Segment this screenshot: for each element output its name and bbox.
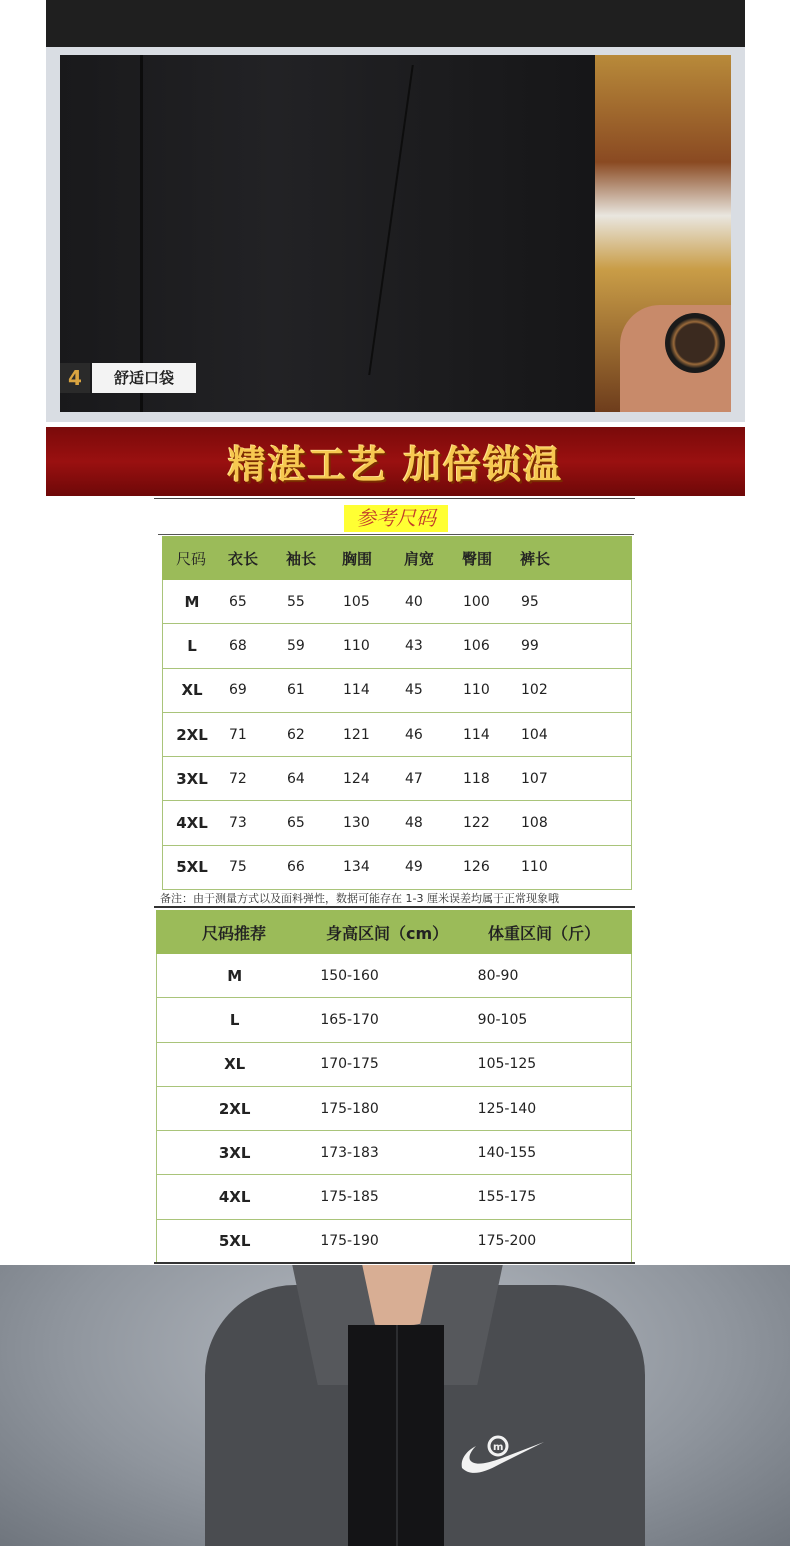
header-cell: 体重区间（斤） bbox=[488, 923, 601, 943]
table-row bbox=[162, 669, 632, 713]
table-cell: 155-175 bbox=[477, 1189, 537, 1206]
table-cell: 108 bbox=[521, 815, 548, 832]
table-cell: 173-183 bbox=[320, 1144, 379, 1161]
table-cell: 165-170 bbox=[320, 1011, 379, 1028]
table-cell: 68 bbox=[229, 637, 247, 654]
caption-text: 舒适口袋 bbox=[92, 363, 196, 393]
brand-logo-icon bbox=[460, 1430, 546, 1480]
table-cell: 69 bbox=[229, 682, 247, 699]
table-cell: 59 bbox=[287, 637, 305, 654]
table-cell: 75 bbox=[229, 859, 247, 876]
table-row bbox=[156, 1087, 632, 1131]
size-cell: 3XL bbox=[176, 769, 208, 788]
table-cell: 73 bbox=[229, 815, 247, 832]
title-underline bbox=[158, 534, 634, 535]
size-cell: L bbox=[229, 1010, 240, 1029]
table-cell: 62 bbox=[287, 726, 305, 743]
table-cell: 126 bbox=[463, 859, 490, 876]
table-cell: 95 bbox=[521, 593, 539, 610]
craft-banner bbox=[46, 427, 745, 496]
table-cell: 175-180 bbox=[320, 1100, 379, 1117]
table-cell: 105-125 bbox=[477, 1056, 537, 1073]
model-photo bbox=[0, 1265, 790, 1546]
header-cell: 袖长 bbox=[286, 549, 317, 568]
table-cell: 80-90 bbox=[477, 967, 519, 984]
zipper-line bbox=[140, 55, 143, 412]
table-cell: 121 bbox=[343, 726, 370, 743]
table-cell: 125-140 bbox=[477, 1100, 537, 1117]
table-cell: 64 bbox=[287, 770, 305, 787]
table-cell: 175-185 bbox=[320, 1189, 379, 1206]
table-cell: 40 bbox=[405, 593, 423, 610]
svg-text:m: m bbox=[493, 1442, 504, 1453]
measurement-note: 备注：由于测量方式以及面料弹性，数据可能存在 1-3 厘米误差均属于正常现象哦 bbox=[160, 892, 559, 905]
header-cell: 肩宽 bbox=[404, 549, 435, 568]
header-cell: 裤长 bbox=[520, 549, 551, 568]
size-cell: L bbox=[187, 636, 197, 655]
table-row bbox=[162, 757, 632, 801]
top-dark-strip bbox=[46, 0, 745, 47]
table-cell: 124 bbox=[343, 770, 370, 787]
table-row bbox=[156, 1043, 632, 1087]
header-cell: 尺码 bbox=[175, 549, 206, 568]
size-cell: 5XL bbox=[218, 1232, 251, 1251]
table-row bbox=[156, 1220, 632, 1264]
table-cell: 134 bbox=[343, 859, 370, 876]
table-row bbox=[156, 998, 632, 1042]
table-cell: 104 bbox=[521, 726, 548, 743]
table-row bbox=[162, 801, 632, 845]
table-cell: 55 bbox=[287, 593, 305, 610]
table-cell: 150-160 bbox=[320, 967, 379, 984]
table-cell: 48 bbox=[405, 815, 423, 832]
table-bottom-rule bbox=[154, 1262, 635, 1264]
table-cell: 105 bbox=[343, 593, 370, 610]
photo-frame bbox=[60, 55, 731, 412]
banner-text: 精湛工艺 加倍锁温 bbox=[227, 443, 564, 487]
table-cell: 110 bbox=[463, 682, 490, 699]
header-cell: 臀围 bbox=[462, 549, 493, 568]
table-cell: 61 bbox=[287, 682, 305, 699]
table-cell: 122 bbox=[463, 815, 490, 832]
size-table-title: 参考尺码 bbox=[344, 505, 448, 532]
table-cell: 175-200 bbox=[477, 1233, 537, 1250]
table-cell: 175-190 bbox=[320, 1233, 379, 1250]
table-header-row bbox=[156, 910, 632, 954]
header-cell: 衣长 bbox=[228, 549, 259, 568]
table-cell: 71 bbox=[229, 726, 247, 743]
size-cell: 2XL bbox=[218, 1099, 251, 1118]
size-cell: XL bbox=[181, 681, 203, 700]
zipper-line bbox=[396, 1325, 398, 1546]
size-cell: XL bbox=[224, 1055, 246, 1074]
table-cell: 49 bbox=[405, 859, 423, 876]
table-cell: 110 bbox=[343, 637, 370, 654]
size-cell: 2XL bbox=[176, 725, 208, 744]
table-cell: 110 bbox=[521, 859, 548, 876]
table-cell: 65 bbox=[287, 815, 305, 832]
table-cell: 140-155 bbox=[477, 1144, 537, 1161]
header-cell: 尺码推荐 bbox=[201, 923, 266, 943]
watch-image bbox=[665, 313, 725, 373]
table-cell: 43 bbox=[405, 637, 423, 654]
table-row bbox=[156, 1131, 632, 1175]
header-cell: 身高区间（cm） bbox=[326, 923, 449, 943]
size-reference-table bbox=[162, 536, 632, 890]
table-header-row bbox=[162, 536, 632, 580]
table-cell: 99 bbox=[521, 637, 539, 654]
table-cell: 90-105 bbox=[477, 1011, 528, 1028]
table-cell: 130 bbox=[343, 815, 370, 832]
table-cell: 102 bbox=[521, 682, 548, 699]
table-row bbox=[156, 1175, 632, 1219]
size-cell: 5XL bbox=[176, 858, 208, 877]
table-cell: 72 bbox=[229, 770, 247, 787]
table-cell: 45 bbox=[405, 682, 423, 699]
table-row bbox=[162, 580, 632, 624]
size-cell: 4XL bbox=[218, 1188, 251, 1207]
table-bottom-rule bbox=[154, 906, 635, 908]
table-cell: 106 bbox=[463, 637, 490, 654]
table-row bbox=[162, 713, 632, 757]
header-cell: 胸围 bbox=[342, 549, 373, 568]
table-cell: 46 bbox=[405, 726, 423, 743]
table-top-rule bbox=[154, 498, 635, 499]
table-cell: 170-175 bbox=[320, 1056, 379, 1073]
table-cell: 100 bbox=[463, 593, 490, 610]
table-cell: 65 bbox=[229, 593, 247, 610]
size-recommendation-table bbox=[156, 910, 632, 1264]
size-cell: M bbox=[227, 966, 243, 985]
caption-number: 4 bbox=[60, 363, 90, 393]
table-cell: 118 bbox=[463, 770, 490, 787]
table-cell: 47 bbox=[405, 770, 423, 787]
table-row bbox=[162, 846, 632, 890]
table-row bbox=[162, 624, 632, 668]
size-cell: 4XL bbox=[176, 814, 208, 833]
table-cell: 107 bbox=[521, 770, 548, 787]
table-cell: 114 bbox=[463, 726, 490, 743]
table-row bbox=[156, 954, 632, 998]
size-cell: M bbox=[184, 592, 200, 611]
table-cell: 114 bbox=[343, 682, 370, 699]
size-cell: 3XL bbox=[218, 1143, 251, 1162]
table-cell: 66 bbox=[287, 859, 305, 876]
